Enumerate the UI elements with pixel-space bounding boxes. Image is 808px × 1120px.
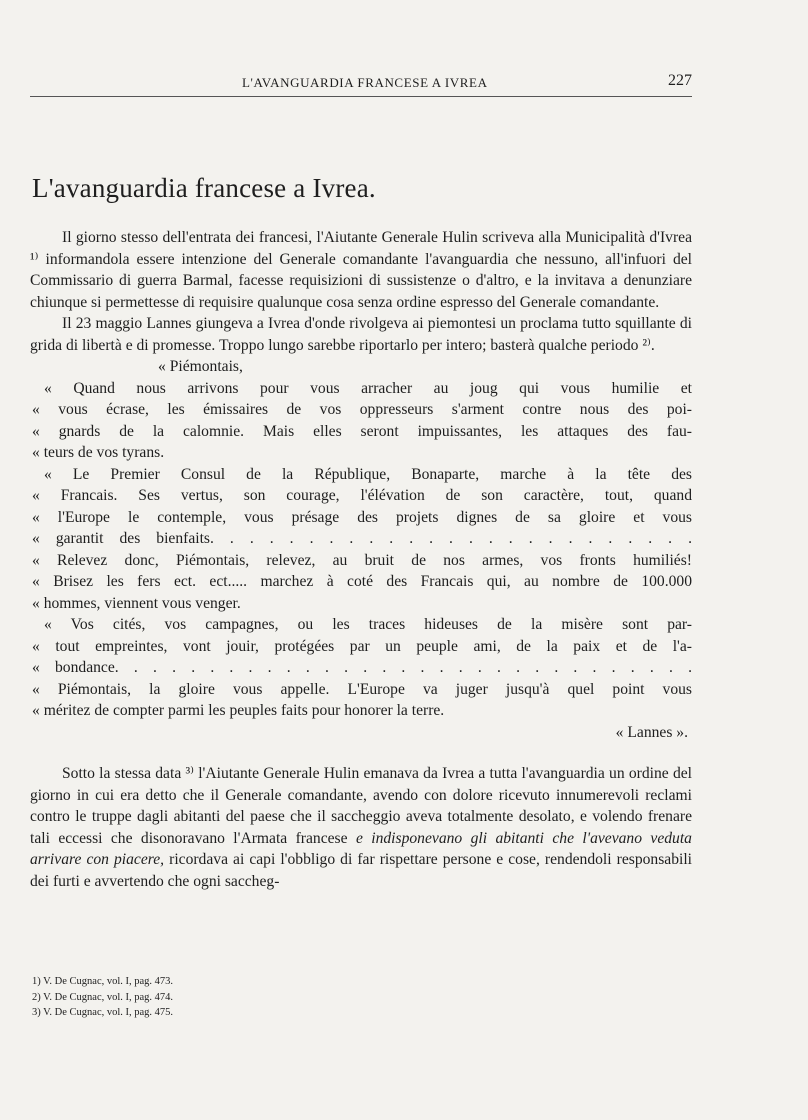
quote-line: « Relevez donc, Piémontais, relevez, au bruit de nos armes, vos fronts humiliés!	[32, 551, 692, 569]
header-rule	[30, 96, 692, 97]
quote-salutation: « Piémontais,	[158, 358, 243, 375]
running-title: L'AVANGUARDIA FRANCESE A IVREA	[242, 75, 488, 90]
quote-line: « garantit des bienfaits. . . . . . . . . . . . . . . . . . . . . . . . .	[32, 530, 692, 547]
paragraph-2: Il 23 maggio Lannes giungeva a Ivrea d'onde rivolgeva ai piemontesi un proclama tutto squillante di grida di libertà e di promesse. Troppo lungo sarebbe riportarlo per intero; basterà qualche periodo ²⁾.	[30, 315, 692, 354]
quote-line: « Brisez les fers ect. ect..... marchez à coté des Francais qui, au nombre de 100.000	[32, 573, 692, 590]
quote-line: « bondance. . . . . . . . . . . . . . . . . . . . . . . . . . . . . . .	[32, 659, 692, 676]
quote-line: « gnards de la calomnie. Mais elles seront impuissantes, les attaques des fau-	[32, 422, 692, 440]
quote-line: « vous écrase, les émissaires de vos oppresseurs s'arment contre nous des poi-	[32, 401, 692, 418]
quote-line: « hommes, viennent vous venger.	[32, 594, 241, 612]
quote-line: « Francais. Ses vertus, son courage, l'élévation de son caractère, tout, quand	[32, 487, 692, 504]
paragraph-gap	[30, 743, 692, 763]
quote-signature: « Lannes ».	[615, 723, 688, 741]
paragraph-3	[30, 763, 692, 892]
footnote-1: 1) V. De Cugnac, vol. I, pag. 473.	[32, 976, 174, 987]
running-head	[30, 72, 692, 94]
paragraph-3-italic: e indisponevano gli abitanti che l'avevano veduta arrivare con piacere,	[30, 829, 692, 868]
quote-line: « l'Europe le contemple, vous présage des projets dignes de sa gloire et vous	[32, 508, 692, 526]
quote-line: « méritez de compter parmi les peuples faits pour honorer la terre.	[32, 702, 445, 719]
quote-line: « Le Premier Consul de la République, Bonaparte, marche à la tête des	[44, 465, 692, 483]
page-number: 227	[668, 72, 692, 89]
quote-line: « tout empreintes, vont jouir, protégées par un peuple ami, de la paix et de l'a-	[32, 637, 692, 655]
paragraph-3-part-b: ricordava ai capi l'obbligo di far rispettare persone e cose, rendendoli responsabili dei furti e avvertendo che ogni saccheg-	[30, 851, 692, 890]
quote-line: « Vos cités, vos campagnes, ou les traces hideuses de la misère sont par-	[44, 616, 692, 633]
proclamation-quote	[30, 356, 692, 743]
quote-line: « Piémontais, la gloire vous appelle. L'Europe va juger jusqu'à quel point vous	[32, 680, 692, 698]
footnote-2: 2) V. De Cugnac, vol. I, pag. 474.	[32, 991, 174, 1003]
footnotes	[32, 974, 173, 1021]
chapter-title: L'avanguardia francese a Ivrea.	[32, 173, 376, 203]
paragraph-1: Il giorno stesso dell'entrata dei francesi, l'Aiutante Generale Hulin scriveva alla Municipalità d'Ivrea ¹⁾ informandola essere intenzione del Generale comandante l'avanguardia che nessuno, all'infuori del Commissario di guerra Barmal, facesse requisizioni di sussistenze o d'altro, e la invitava a denunziare chiunque si permettesse di requisire qualunque cosa senza ordine espresso del Generale comandante.	[30, 229, 692, 311]
paragraph-3-part-a: Sotto la stessa data ³⁾ l'Aiutante Generale Hulin emanava da Ivrea a tutta l'avanguardia un ordine del giorno in cui era detto che il Generale comandante, avendo con dolore ricevuto innumerevoli reclami contro le truppe dagli abitanti del paese che il saccheggio aveva totalmente desolato, e volendo frenare tali eccessi che disonoravano l'Armata francese	[30, 765, 692, 847]
quote-line: « teurs de vos tyrans.	[32, 444, 165, 461]
quote-line: « Quand nous arrivons pour vous arracher au joug qui vous humilie et	[44, 379, 692, 397]
footnote-3: 3) V. De Cugnac, vol. I, pag. 475.	[32, 1007, 174, 1018]
book-page	[30, 0, 700, 1120]
body-text	[30, 227, 692, 892]
